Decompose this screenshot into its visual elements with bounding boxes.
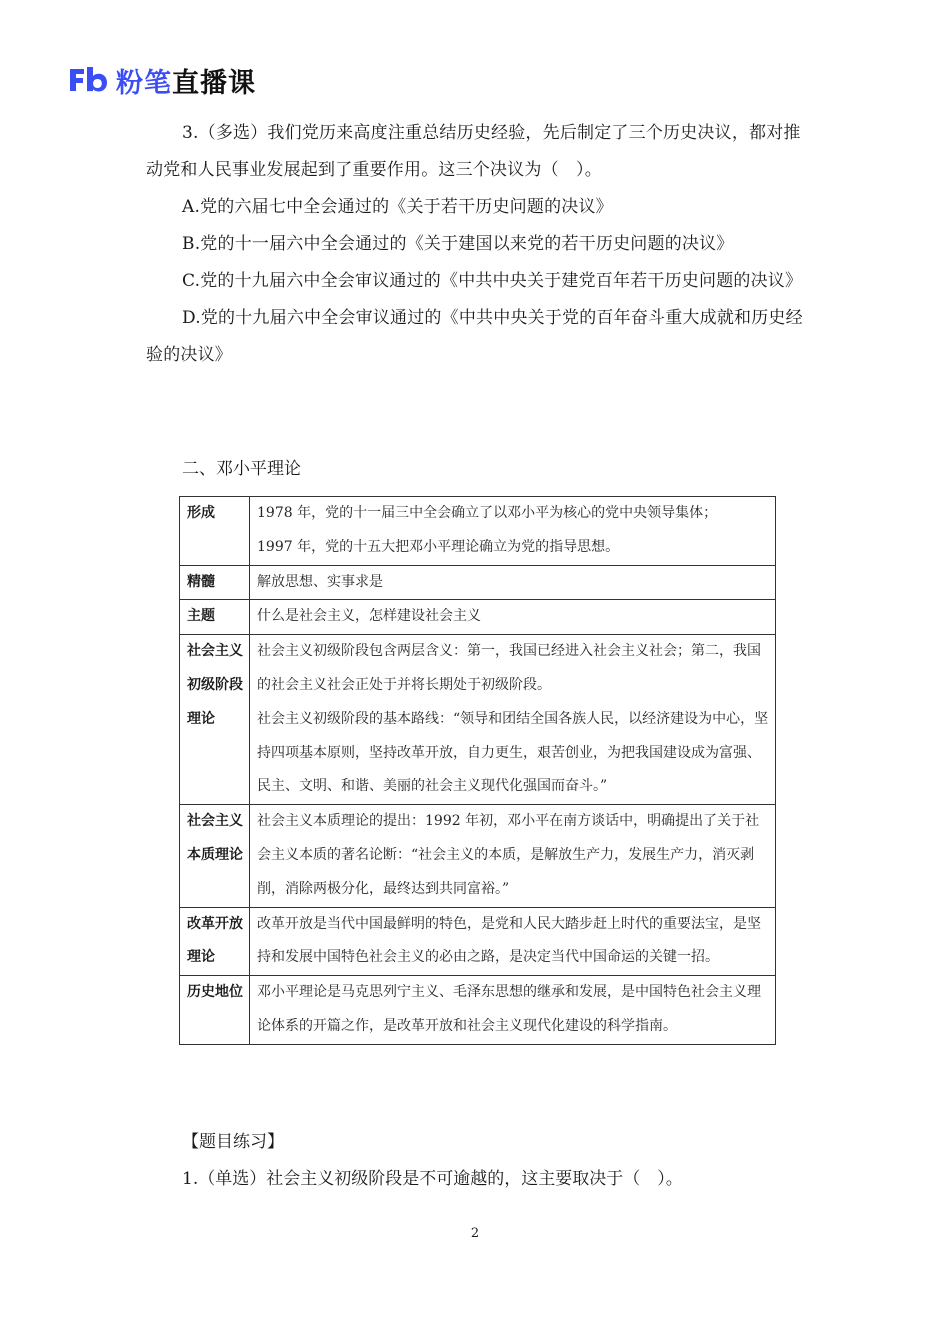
- question-3-option-d: D.党的十九届六中全会审议通过的《中共中央关于党的百年奋斗重大成就和历史经验的决议》: [146, 308, 803, 365]
- question-3: [146, 115, 816, 374]
- practice-section: [182, 1124, 683, 1198]
- logo-brand: 粉笔: [116, 67, 172, 99]
- row-description: [250, 565, 776, 600]
- row-term: 精髓: [180, 565, 250, 600]
- row-term: 主题: [180, 600, 250, 635]
- logo-suffix: 直播课: [172, 67, 256, 99]
- row-line: 1978 年，党的十一届三中全会确立了以邓小平为核心的党中央领导集体；: [257, 505, 718, 521]
- row-term: 历史地位: [180, 976, 250, 1045]
- table-row: [180, 805, 776, 907]
- question-3-option-b: B.党的十一届六中全会通过的《关于建国以来党的若干历史问题的决议》: [182, 234, 734, 254]
- row-line: 社会主义初级阶段的基本路线：“领导和团结全国各族人民，以经济建设为中心，坚持四项基本原则，坚持改革开放，自力更生，艰苦创业，为把我国建设成为富强、民主、文明、和谐、美丽的社会主义现代化强国而奋斗。”: [257, 710, 769, 795]
- table-row: [180, 497, 776, 566]
- row-term: 形成: [180, 497, 250, 566]
- question-3-stem: 3.（多选）我们党历来高度注重总结历史经验，先后制定了三个历史决议，都对推动党和人民事业发展起到了重要作用。这三个决议为（ ）。: [146, 123, 801, 180]
- row-description: [250, 907, 776, 976]
- row-line: 邓小平理论是马克思列宁主义、毛泽东思想的继承和发展，是中国特色社会主义理论体系的开篇之作，是改革开放和社会主义现代化建设的科学指南。: [257, 984, 761, 1034]
- row-description: [250, 976, 776, 1045]
- row-line: 社会主义本质理论的提出：1992 年初，邓小平在南方谈话中，明确提出了关于社会主义本质的著名论断：“社会主义的本质，是解放生产力，发展生产力，消灭剥削，消除两极分化，最终达到共同富裕。”: [257, 813, 760, 897]
- table-row: [180, 635, 776, 805]
- row-description: [250, 635, 776, 805]
- table-row: [180, 976, 776, 1045]
- row-term: 社会主义初级阶段理论: [180, 635, 250, 805]
- row-term: 改革开放理论: [180, 907, 250, 976]
- deng-theory-table: [179, 496, 776, 1045]
- table-row: [180, 565, 776, 600]
- row-line: 解放思想、实事求是: [257, 573, 383, 590]
- table-row: [180, 600, 776, 635]
- page-number: 2: [470, 1226, 480, 1241]
- row-line: 社会主义初级阶段包含两层含义：第一，我国已经进入社会主义社会；第二，我国的社会主义社会正处于并将长期处于初级阶段。: [257, 643, 761, 693]
- brand-logo: [68, 62, 256, 98]
- practice-heading: 【题目练习】: [182, 1132, 284, 1152]
- row-line: 1997 年，党的十五大把邓小平理论确立为党的指导思想。: [257, 538, 620, 555]
- question-3-option-c: C.党的十九届六中全会审议通过的《中共中央关于建党百年若干历史问题的决议》: [182, 271, 803, 291]
- fb-logo-icon: [68, 65, 108, 95]
- row-term: 社会主义本质理论: [180, 805, 250, 907]
- table-row: [180, 907, 776, 976]
- row-description: [250, 497, 776, 566]
- practice-question-1: 1.（单选）社会主义初级阶段是不可逾越的，这主要取决于（ ）。: [182, 1169, 683, 1189]
- section-title: 二、邓小平理论: [182, 459, 301, 479]
- logo-text: [116, 61, 256, 100]
- row-line: 什么是社会主义，怎样建设社会主义: [257, 608, 481, 625]
- row-description: [250, 600, 776, 635]
- row-description: [250, 805, 776, 907]
- question-3-option-a: A.党的六届七中全会通过的《关于若干历史问题的决议》: [182, 197, 613, 217]
- row-line: 改革开放是当代中国最鲜明的特色，是党和人民大踏步赶上时代的重要法宝，是坚持和发展中国特色社会主义的必由之路，是决定当代中国命运的关键一招。: [257, 915, 761, 966]
